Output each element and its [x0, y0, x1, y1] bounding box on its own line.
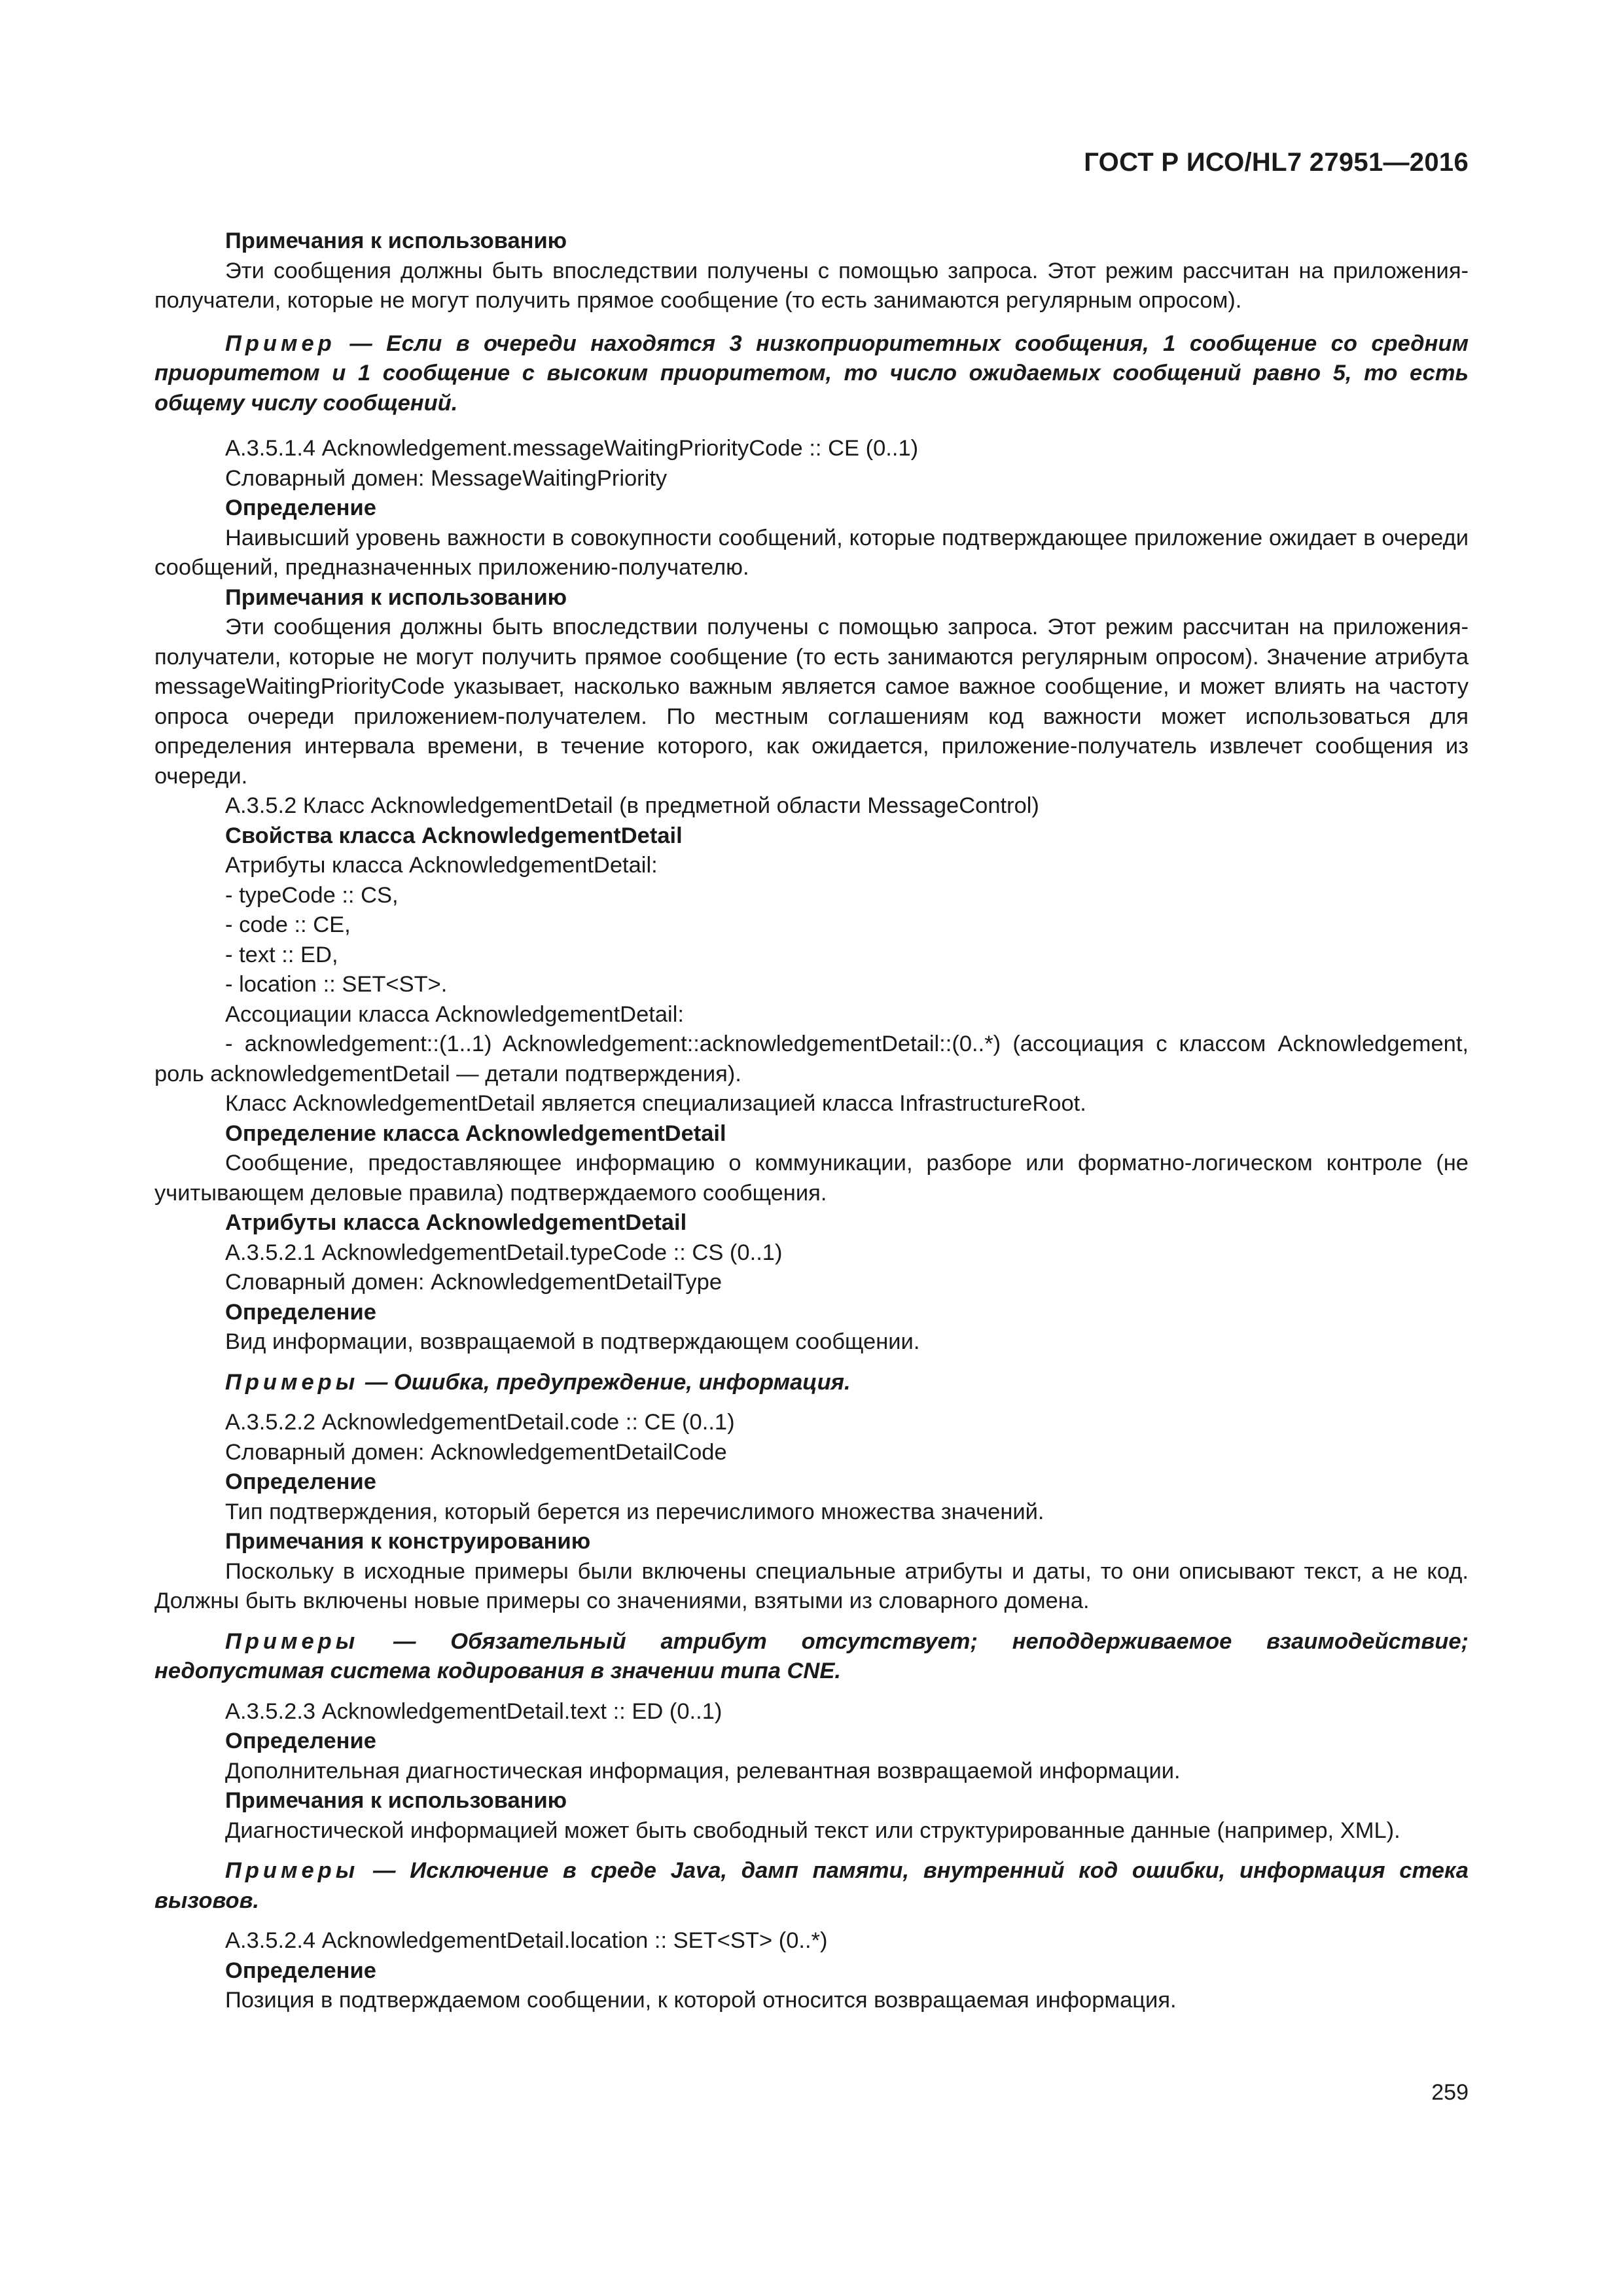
example-label: Пример — [225, 331, 336, 356]
example-label: Примеры — [225, 1628, 359, 1654]
document-header: ГОСТ Р ИСО/HL7 27951—2016 — [1084, 148, 1469, 177]
example-text: — Если в очереди находятся 3 низкоприоритетных сообщения, 1 сообщение со средним приоритетом и 1 сообщение с высоким приоритетом, то число ожидаемых сообщений равно 5, то есть общему числу сообщений. — [154, 331, 1469, 416]
page-body — [154, 226, 1469, 2016]
definition-heading: Определение — [225, 1469, 376, 1494]
example-text: — Исключение в среде Java, дамп памяти, внутренний код ошибки, информация стека вызовов. — [154, 1858, 1469, 1913]
definition-text: Позиция в подтверждаемом сообщении, к которой относится возвращаемая информация. — [225, 1988, 1177, 2013]
section-title: А.3.5.1.4 Acknowledgement.messageWaitingPriorityCode :: CE (0..1) — [225, 436, 919, 461]
attribute-list-item: - text :: ED, — [225, 942, 338, 967]
usage-notes-heading: Примечания к использованию — [225, 228, 567, 253]
section-title: А.3.5.2.4 AcknowledgementDetail.location :: SET<ST> (0..*) — [225, 1928, 828, 1953]
section-title: А.3.5.2.3 AcknowledgementDetail.text :: ED (0..1) — [225, 1698, 722, 1724]
class-definition-heading: Определение класса AcknowledgementDetail — [225, 1121, 726, 1146]
definition-heading: Определение — [225, 1958, 376, 1983]
associations-intro: Ассоциации класса AcknowledgementDetail: — [225, 1001, 684, 1027]
definition-text: Наивысший уровень важности в совокупности сообщений, которые подтверждающее приложение ожидает в очереди сообщений, предназначенных приложению-получателю. — [154, 525, 1469, 580]
attributes-intro: Атрибуты класса AcknowledgementDetail: — [225, 853, 658, 878]
vocabulary-domain: Словарный домен: MessageWaitingPriority — [225, 465, 668, 491]
definition-heading: Определение — [225, 1299, 376, 1325]
class-attributes-heading: Атрибуты класса AcknowledgementDetail — [225, 1210, 687, 1235]
vocabulary-domain: Словарный домен: AcknowledgementDetailCode — [225, 1439, 727, 1465]
example-text: — Обязательный атрибут отсутствует; неподдерживаемое взаимодействие; недопустимая система кодирования в значении типа CNE. — [154, 1628, 1469, 1683]
definition-heading: Определение — [225, 495, 376, 520]
attribute-list-item: - code :: CE, — [225, 912, 351, 937]
attribute-list-item: - typeCode :: CS, — [225, 882, 399, 908]
section-title: А.3.5.2.1 AcknowledgementDetail.typeCode :: CS (0..1) — [225, 1240, 783, 1265]
specialization-text: Класс AcknowledgementDetail является специализацией класса InfrastructureRoot. — [225, 1091, 1086, 1116]
example-label: Примеры — [225, 1369, 359, 1395]
usage-notes-text: Эти сообщения должны быть впоследствии получены с помощью запроса. Этот режим рассчитан на приложения-получатели, которые не могут получить прямое сообщение (то есть занимаются регулярным опросом). — [154, 258, 1469, 313]
page-number: 259 — [1431, 2080, 1469, 2105]
vocabulary-domain: Словарный домен: AcknowledgementDetailType — [225, 1270, 722, 1295]
association-item: - acknowledgement::(1..1) Acknowledgement::acknowledgementDetail::(0..*) (ассоциация с классом Acknowledgement, роль acknowledgementDetail — детали подтверждения). — [154, 1031, 1469, 1086]
usage-notes-heading: Примечания к использованию — [225, 584, 567, 610]
class-definition-text: Сообщение, предоставляющее информацию о коммуникации, разборе или форматно-логическом контроле (не учитывающем деловые правила) подтверждаемого сообщения. — [154, 1151, 1469, 1206]
section-title: А.3.5.2.2 AcknowledgementDetail.code :: CE (0..1) — [225, 1410, 735, 1435]
construction-notes-heading: Примечания к конструированию — [225, 1529, 591, 1554]
usage-notes-text: Диагностической информацией может быть свободный текст или структурированные данные (например, XML). — [225, 1818, 1400, 1843]
example-label: Примеры — [225, 1858, 359, 1883]
definition-text: Дополнительная диагностическая информация, релевантная возвращаемой информации. — [225, 1758, 1181, 1784]
definition-text: Тип подтверждения, который берется из перечислимого множества значений. — [225, 1499, 1044, 1524]
example-block — [154, 1856, 1469, 1916]
example-block — [154, 1627, 1469, 1687]
usage-notes-text: Эти сообщения должны быть впоследствии получены с помощью запроса. Этот режим рассчитан на приложения-получатели, которые не могут получить прямое сообщение (то есть занимаются регулярным опросом). Значение атрибута messageWaitingPriorityCode указывает, насколько важным является самое важное сообщение, и может влиять на частоту опроса очереди приложением-получателем. По местным соглашениям код важности может использоваться для определения интервала времени, в течение которого, как ожидается, приложение-получатель извлечет сообщения из очереди. — [154, 615, 1469, 789]
definition-text: Вид информации, возвращаемой в подтверждающем сообщении. — [225, 1329, 920, 1354]
construction-notes-text: Поскольку в исходные примеры были включены специальные атрибуты и даты, то они описывают текст, а не код. Должны быть включены новые примеры со значениями, взятыми из словарного домена. — [154, 1558, 1469, 1613]
class-properties-heading: Свойства класса AcknowledgementDetail — [225, 823, 683, 848]
definition-heading: Определение — [225, 1729, 376, 1753]
example-block — [154, 329, 1469, 419]
example-block — [154, 1368, 1469, 1398]
example-text: — Ошибка, предупреждение, информация. — [365, 1369, 851, 1395]
attribute-list-item: - location :: SET<ST>. — [225, 972, 448, 997]
section-title: А.3.5.2 Класс AcknowledgementDetail (в предметной области MessageControl) — [225, 793, 1039, 818]
usage-notes-heading: Примечания к использованию — [225, 1788, 567, 1813]
